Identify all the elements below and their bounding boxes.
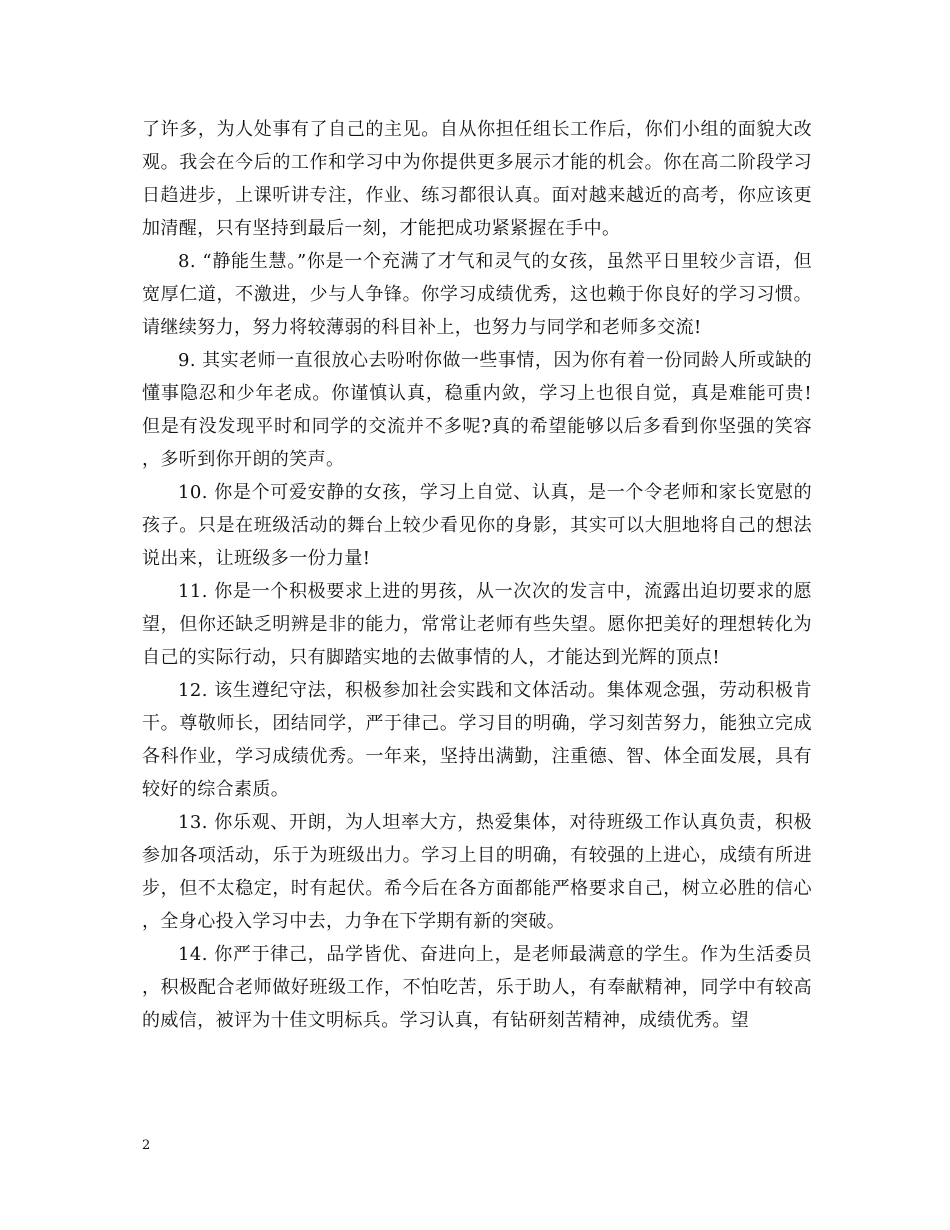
document-body <box>142 113 812 1037</box>
paragraph-continued: 了许多，为人处事有了自己的主见。自从你担任组长工作后，你们小组的面貌大改观。我会在今后的工作和学习中为你提供更多展示才能的机会。你在高二阶段学习日趋进步，上课听讲专注，作业、练习都很认真。面对越来越近的高考，你应该更加清醒，只有坚持到最后一刻，才能把成功紧紧握在手中。 <box>142 119 812 239</box>
paragraph-comment-10: 10. 你是个可爱安静的女孩，学习上自觉、认真，是一个令老师和家长宽慰的孩子。只是在班级活动的舞台上较少看见你的身影，其实可以大胆地将自己的想法说出来，让班级多一份力量! <box>142 482 812 569</box>
paragraph-comment-9: 9. 其实老师一直很放心去吩咐你做一些事情，因为你有着一份同龄人所或缺的懂事隐忍和少年老成。你谨慎认真，稳重内敛，学习上也很自觉，真是难能可贵!但是有没发现平时和同学的交流并不多呢?真的希望能够以后多看到你坚强的笑容，多听到你开朗的笑声。 <box>142 350 812 470</box>
page-number: 2 <box>142 1138 151 1153</box>
paragraph-comment-14: 14. 你严于律己，品学皆优、奋进向上，是老师最满意的学生。作为生活委员，积极配合老师做好班级工作，不怕吃苦，乐于助人，有奉献精神，同学中有较高的威信，被评为十佳文明标兵。学习认真，有钻研刻苦精神，成绩优秀。望 <box>142 944 812 1031</box>
paragraph-comment-13: 13. 你乐观、开朗，为人坦率大方，热爱集体，对待班级工作认真负责，积极参加各项活动，乐于为班级出力。学习上目的明确，有较强的上进心，成绩有所进步，但不太稳定，时有起伏。希今后在各方面都能严格要求自己，树立必胜的信心，全身心投入学习中去，力争在下学期有新的突破。 <box>142 812 812 932</box>
paragraph-comment-11: 11. 你是一个积极要求上进的男孩，从一次次的发言中，流露出迫切要求的愿望，但你还缺乏明辨是非的能力，常常让老师有些失望。愿你把美好的理想转化为自己的实际行动，只有脚踏实地的去做事情的人，才能达到光辉的顶点! <box>142 581 812 668</box>
paragraph-comment-8: 8. “静能生慧。”你是一个充满了才气和灵气的女孩，虽然平日里较少言语，但宽厚仁道，不激进，少与人争锋。你学习成绩优秀，这也赖于你良好的学习习惯。请继续努力，努力将较薄弱的科目补上，也努力与同学和老师多交流! <box>142 251 812 338</box>
paragraph-comment-12: 12. 该生遵纪守法，积极参加社会实践和文体活动。集体观念强，劳动积极肯干。尊敬师长，团结同学，严于律己。学习目的明确，学习刻苦努力，能独立完成各科作业，学习成绩优秀。一年来，坚持出满勤，注重德、智、体全面发展，具有较好的综合素质。 <box>142 680 812 800</box>
